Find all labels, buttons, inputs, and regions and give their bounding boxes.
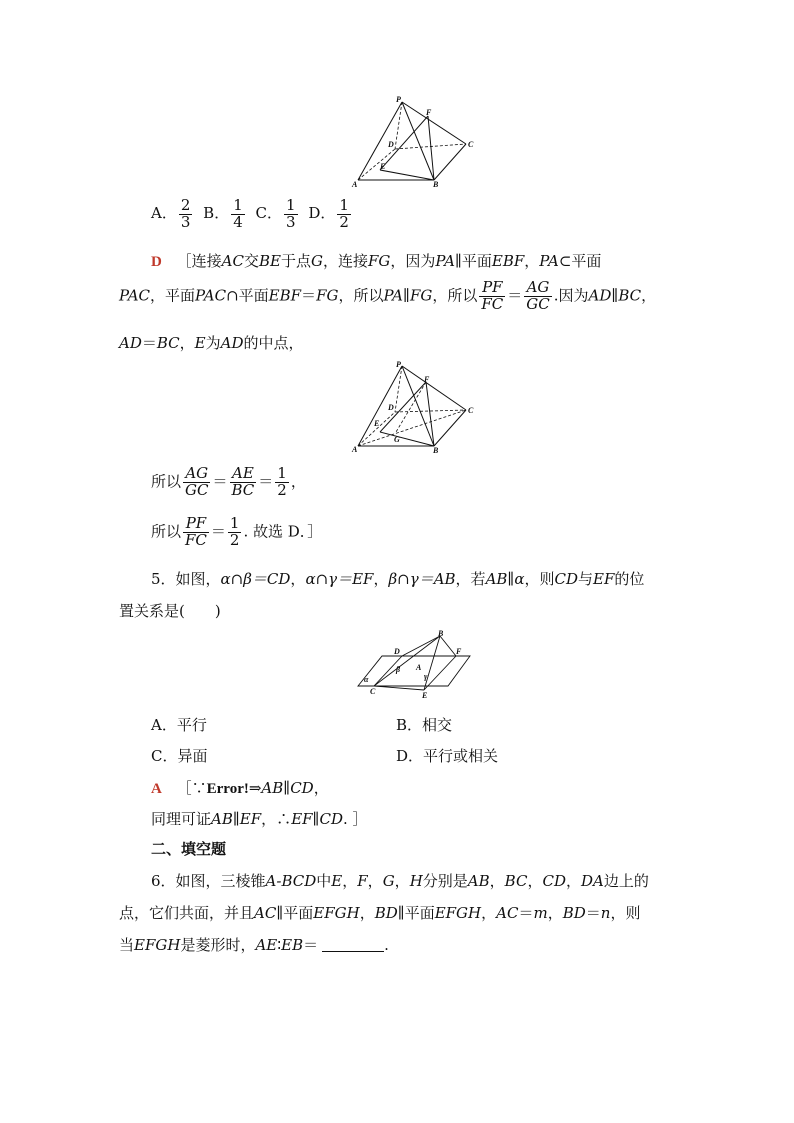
q4-solution-line-4: 所以 $\frac{AG}{GC}$ ＝ $\frac{AE}{BC}$ ＝ $\frac{1}{2}$ ， [151, 464, 306, 499]
label-b: B [433, 446, 439, 455]
q5-option-a: A．平行 [151, 716, 207, 734]
label-e: E [422, 691, 428, 700]
label-b: B [433, 180, 439, 189]
label-a: A [352, 180, 358, 189]
answer-letter: A [151, 781, 162, 797]
label-b: B [438, 630, 444, 638]
label-f: F [424, 375, 430, 384]
q5-option-c: C．异面 [151, 747, 208, 765]
q4-solution-line-1: D ［连接AC交BE于点G，连接FG，因为PA∥平面EBF，PA⊂平面 [151, 252, 602, 270]
label-c: C [468, 406, 474, 415]
label-alpha: α [364, 675, 369, 684]
pyramid-figure-1 [350, 94, 480, 190]
q4-solution-line-2: PAC，平面PAC∩平面EBF＝FG，所以PA∥FG，所以 $\frac{PF}{FC}$ ＝ $\frac{AG}{GC}$ .因为AD∥BC， [119, 278, 657, 313]
planes-figure [352, 630, 478, 700]
fraction-pf-fc: $\frac{PF}{FC}$ [481, 278, 504, 313]
answer-blank[interactable] [322, 937, 384, 952]
q4-solution-line-5: 所以 $\frac{PF}{FC}$ ＝ $\frac{1}{2}$ . 故选 D．］ [151, 514, 323, 549]
label-d: D [394, 647, 400, 656]
q4-choices [151, 198, 353, 231]
fraction-ag-gc: $\frac{AG}{GC}$ [526, 278, 550, 313]
label-c: C [370, 687, 376, 696]
fraction-one-half: $\frac{1}{2}$ [229, 514, 240, 549]
choice-c: C． $\frac{1}{3}$ [255, 196, 296, 231]
label-g: G [394, 435, 400, 444]
choice-d: D． $\frac{1}{2}$ [308, 196, 349, 231]
label-p: P [396, 360, 401, 369]
q5-solution-line-1: A ［∵Error!⇒AB∥CD， [151, 779, 329, 797]
label-f: F [426, 108, 432, 117]
q6-stem-line-1: 6．如图，三棱锥A-BCD中E，F，G，H分别是AB，BC，CD，DA边上的 [151, 872, 649, 890]
label-f: F [456, 647, 462, 656]
q4-solution-line-3: AD＝BC，E为AD的中点， [119, 334, 304, 352]
q5-option-b: B．相交 [396, 716, 453, 734]
q5-stem-line-2: 置关系是( ) [119, 602, 221, 620]
q5-option-d: D．平行或相关 [396, 747, 499, 765]
label-d: D [388, 140, 394, 149]
label-p: P [396, 95, 401, 104]
label-beta: β [396, 665, 401, 674]
label-a: A [352, 445, 358, 454]
label-d: D [388, 403, 394, 412]
label-a: A [416, 663, 422, 672]
fraction-ae-bc: $\frac{AE}{BC}$ [231, 464, 255, 499]
answer-letter: D [151, 254, 162, 270]
fraction-one-half: $\frac{1}{2}$ [277, 464, 287, 499]
q6-stem-line-3: 当EFGH是菱形时，AE∶EB＝ . [119, 936, 389, 954]
label-e: E [380, 162, 386, 171]
choice-b: B． $\frac{1}{4}$ [203, 196, 243, 231]
label-e: E [374, 419, 380, 428]
q6-stem-line-2: 点，它们共面，并且AC∥平面EFGH，BD∥平面EFGH，AC＝m，BD＝n，则 [119, 904, 641, 922]
fraction-ag-gc: $\frac{AG}{GC}$ [185, 464, 209, 499]
fraction-pf-fc: $\frac{PF}{FC}$ [185, 514, 207, 549]
choice-a: A． $\frac{2}{3}$ [151, 196, 191, 231]
label-c: C [468, 140, 474, 149]
q5-stem-line-1: 5．如图，α∩β＝CD，α∩γ＝EF，β∩γ＝AB，若AB∥α，则CD与EF的位 [151, 570, 645, 588]
pyramid-figure-2 [350, 360, 480, 456]
q5-solution-line-2: 同理可证AB∥EF，∴EF∥CD. ］ [151, 810, 368, 828]
label-gamma: γ [424, 672, 428, 681]
section-title: 二、填空题 [151, 840, 227, 858]
